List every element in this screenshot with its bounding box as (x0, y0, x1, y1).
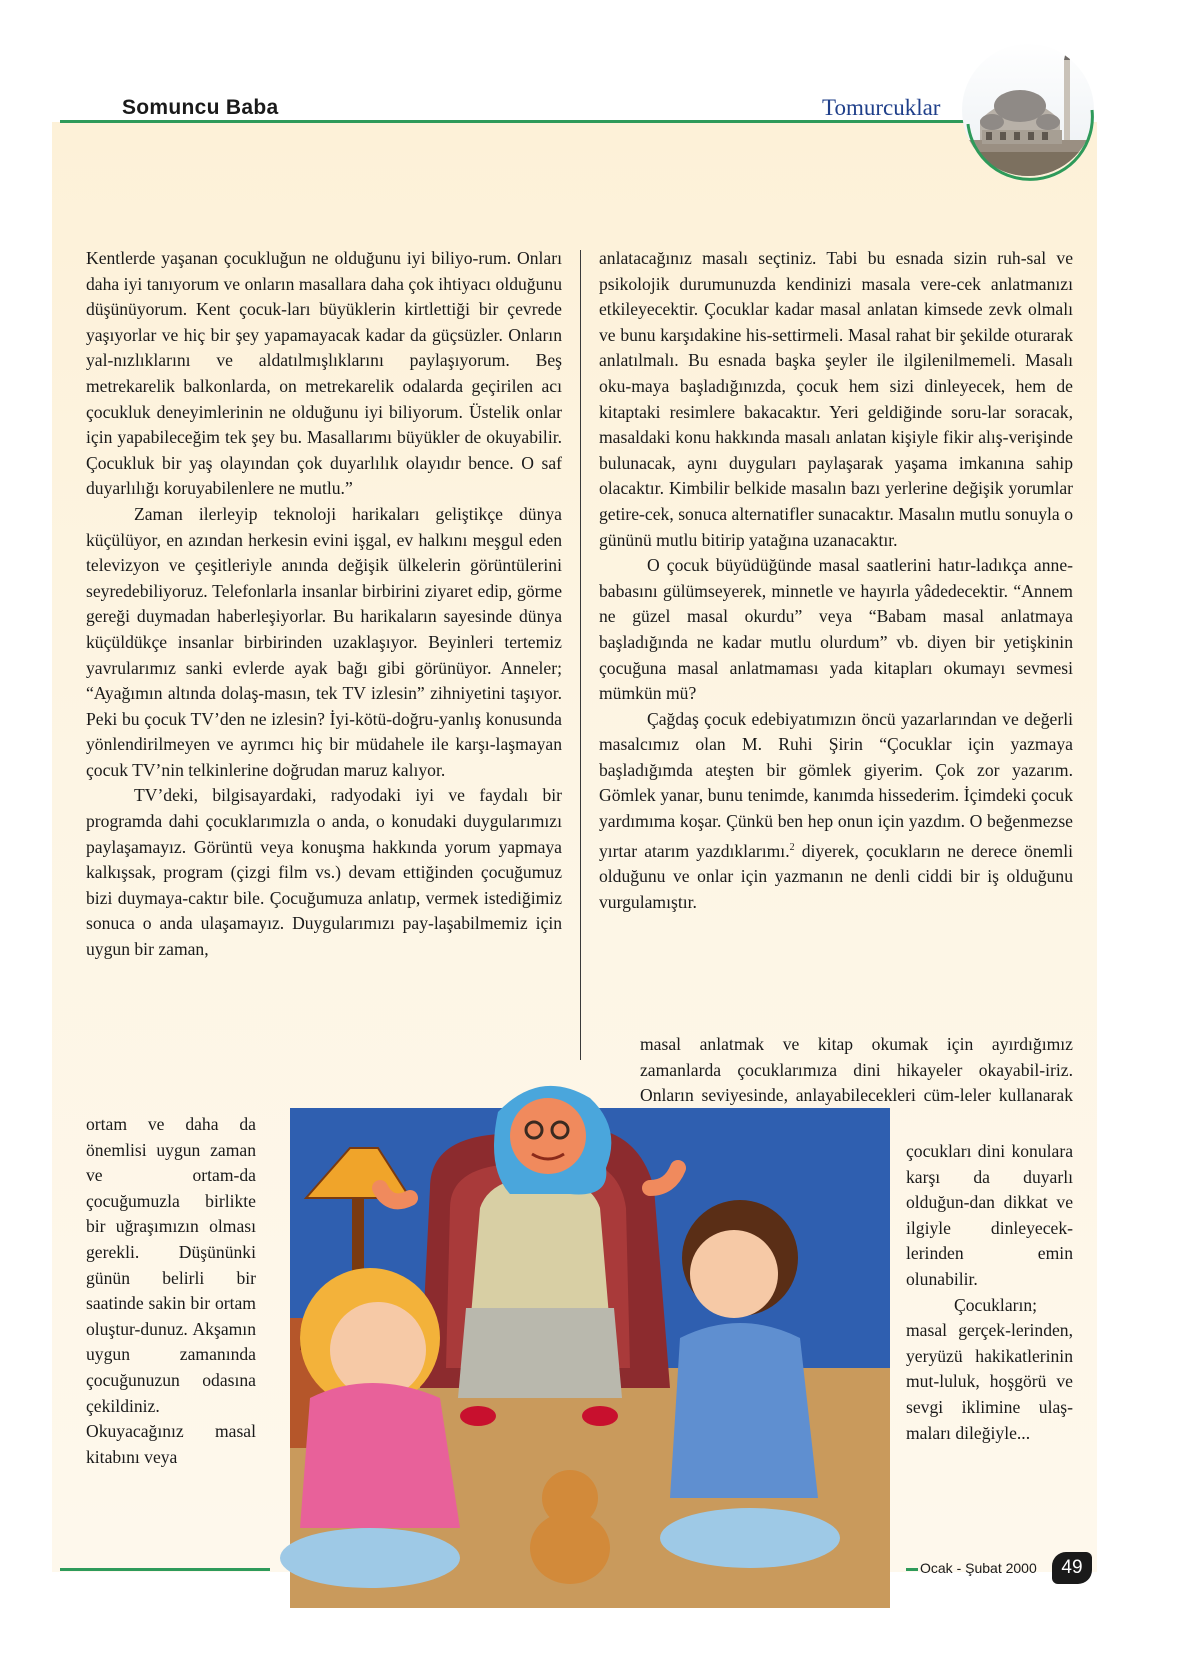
paragraph: çocukları dini konulara karşı da duyarlı olduğun-dan dikkat ve ilgiyle dinleyecek-lerinden emin olunabilir. (906, 1141, 1073, 1289)
section-title: Tomurcuklar (822, 95, 941, 120)
paragraph: masal anlatmak ve kitap okumak için ayırdığımız zamanlarda çocuklarımıza dini hikayeler okayabil-iriz. Onların seviyesinde, anlayabilecekleri cüm-leler kullanarak (640, 1034, 1073, 1106)
footer-rule (60, 1568, 270, 1571)
footer-rule (906, 1568, 918, 1571)
issue-date: Ocak - Şubat 2000 (920, 1560, 1037, 1576)
paragraph: Kentlerde yaşanan çocukluğun ne olduğunu iyi biliyo-rum. Onları daha iyi tanıyorum ve onların masallara daha çok ihtiyacı olduğunu düşünüyorum. Kent çocuk-ları büyüklerin kirtlettiği bir çevrede yaşıyorlar ve hiç bir şey yapamayacak kadar da güçsüzler. Onların yal-nızlıklarını ve aldatılmışlıklarını paylaşıyorum. Beş metrekarelik balkonlarda, on metrekarelik odalarda geçirilen acı çocukluk deneyimlerinin ne olduğunu iyi biliyorum. Üstelik onlar için yapabileceğim tek şey bu. Masallarımı büyükler de okuyabilir. Çocukluk bir yaş olayından çok duyarlılık olayıdır bence. O saf duyarlılığı koruyabilenlere ne mutlu.” (86, 248, 562, 499)
left-column-wrap (86, 1112, 256, 1470)
paragraph-text: Çağdaş çocuk edebiyatımızın öncü yazarlarından ve değerli masalcımız olan M. Ruhi Şirin “Çocuklar için yazmaya başladığımda ateşten bir gömlek giyerim. Çok zor yazarım. Gömlek yanar, bunu tenimde, kanımda hissederim. İçimdeki çocuk yardımıma koşar. Çünkü ben hep onun için yazdım. O beğenmezse yırtar atarım yazdıklarımı. (599, 708, 1073, 861)
magazine-title: Somuncu Baba (122, 96, 279, 119)
footnote-marker: 2 (789, 841, 795, 853)
page-number: 49 (1052, 1552, 1092, 1584)
mosque-vignette-icon (960, 40, 1100, 190)
right-column-top (599, 246, 1073, 915)
paragraph: O çocuk büyüdüğünde masal saatlerini hatır-ladıkça anne-babasını gülümseyerek, minnetle ve hayırla yâdedecektir. “Annem ne güzel masal okurdu” veya “Babam masal anlatmaya başladığında ne kadar mutlu olurdum” vb. diyen bir yetişkinin çocuğuna masal anlatmaması yada kitapları okumayı sevmesi mümkün mü? (599, 555, 1073, 704)
storytelling-scene-icon (270, 1068, 906, 1630)
left-column-top (86, 246, 562, 963)
paragraph (599, 707, 1073, 916)
paragraph-text: diyerek, çocukların ne derece önemli olduğunu ve onlar için yazmanın ne denli ciddi bir iş olduğunu vurgulamıştır. (599, 840, 1073, 912)
paragraph: Çocukların; masal gerçek-lerinden, yeryüzü hakikatlerinin mut-luluk, hoşgörü ve sevgi iklimine ulaş-maları dileğiyle... (906, 1294, 1073, 1443)
right-column-wrap (906, 1139, 1073, 1446)
paragraph: anlatacağınız masalı seçtiniz. Tabi bu esnada sizin ruh-sal ve psikolojik durumunuzda kendinizi masala vere-cek anlatmanızı etkileyecektir. Çocuklar kadar masal anlatan kimsede zevk olmalı ve bunu karşıdakine his-settirmeli. Masal rahat bir şekilde oturarak anlatılmalı. Bu esnada başka şeyler ile ilgilenilmemeli. Masalı oku-maya başladığınızda, çocuk hem sizi dinleyecek, hem de kitaptaki resimlere bakacaktır. Yeri geldiğinde soru-lar soracak, masaldaki konu hakkında masalı anlatan kişiyle fikir alış-verişinde bulunacak, aynı duyguları paylaşarak yaşama imkanına sahip olacaktır. Kimbilir belkide masalın bazı yerlerine değişik yorumlar getire-cek, sonuca alternatifler sunacaktır. Masalın mutlu sonuyla o gününü mutlu bitirip yatağına uzanacaktır. (599, 248, 1073, 550)
column-divider (580, 250, 581, 1060)
paragraph: TV’deki, bilgisayardaki, radyodaki iyi ve faydalı bir programda dahi çocuklarımızla o anda, o konudaki duygularımızı paylaşamayız. Görüntü veya konuşma hakkında yorum yapmaya kalkışsak, program (çizgi film vs.) devam ettiğinden çocuğumuz bizi duymaya-caktır bile. Çocuğumuza anlatıp, vermek istediğimiz sonuca o anda ulaşamayız. Duygularımızı pay-laşabilmemiz için uygun bir zaman, (86, 785, 562, 960)
paragraph: Zaman ilerleyip teknoloji harikaları geliştikçe dünya küçülüyor, en azından herkesin evini işgal, ev halkını meşgul eden televizyon ve çeşitleriyle anında değişik ülkelerin görüntülerini seyredebiliyoruz. Telefonlarla insanlar birbirini ziyaret edip, görme gereği duymadan haberleşiyorlar. Bu harikaların sayesinde dünya küçüldükçe insanlar birbirinden uzaklaşıyor. Beyinleri tertemiz yavrularımız sanki evlerde ayak bağı gibi görünüyor. Anneler; “Ayağımın altında dolaş-masın, tek TV izlesin” zihniyetini taşıyor. Peki bu çocuk TV’den ne izlesin? İyi-kötü-doğru-yanlış konusunda yönlendirilmeyen ve ayrımcı hiç bir müdahele ile karşı-laşmayan çocuk TV’nin telkinlerine doğrudan maruz kalıyor. (86, 503, 562, 780)
header-rule (60, 120, 970, 123)
paragraph: ortam ve daha da önemlisi uygun zaman ve ortam-da çocuğumuzla birlikte bir uğraşımızın olması gerekli. Düşününki günün belirli bir saatinde sakin bir ortam oluştur-dunuz. Akşamın uygun zamanında çocuğunuzun odasına çekildiniz. Okuyacağınız masal kitabını veya (86, 1114, 256, 1467)
